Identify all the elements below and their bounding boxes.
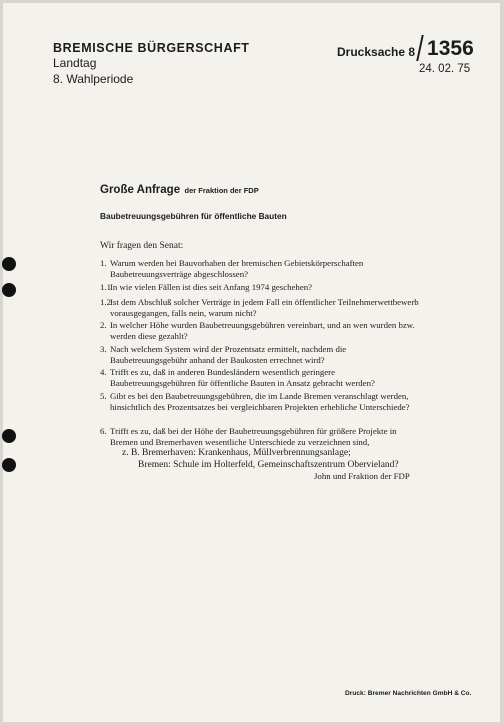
punch-hole bbox=[2, 283, 16, 297]
question-number: 4. bbox=[100, 367, 107, 377]
printer-note: Druck: Bremer Nachrichten GmbH & Co. bbox=[345, 690, 472, 697]
question-item bbox=[100, 344, 420, 367]
question-item bbox=[100, 426, 420, 449]
example-line: Bremen: Schule im Holterfeld, Gemeinschaftszentrum Obervieland? bbox=[138, 460, 399, 470]
intro-text: Wir fragen den Senat: bbox=[100, 241, 184, 251]
question-number: 5. bbox=[100, 391, 107, 401]
signature-line: John und Fraktion der FDP bbox=[314, 471, 410, 481]
header-right bbox=[337, 35, 474, 75]
institution-name: BREMISCHE BÜRGERSCHAFT bbox=[53, 41, 250, 55]
legislative-period: 8. Wahlperiode bbox=[53, 72, 134, 86]
document-date: 24. 02. 75 bbox=[419, 63, 471, 75]
question-text: Gibt es bei den Baubetreuungsgebühren, die im Lande Bremen veranschlagt werden, hinsichtlich des Prozentsatzes bei vergleichbaren Projekten erhebliche Unterschiede? bbox=[110, 391, 410, 413]
inquiry-heading bbox=[100, 180, 259, 198]
question-item bbox=[100, 258, 420, 281]
slash-divider bbox=[416, 35, 424, 61]
question-number: 1.2 bbox=[100, 297, 111, 307]
inquiry-type: Große Anfrage bbox=[100, 184, 181, 196]
document-label: Drucksache 8 bbox=[337, 45, 416, 59]
question-item bbox=[100, 282, 420, 293]
inquiry-faction: der Fraktion der FDP bbox=[184, 186, 259, 195]
inquiry-subject: Baubetreuungsgebühren für öffentliche Bauten bbox=[100, 211, 287, 221]
question-number: 6. bbox=[100, 426, 107, 436]
question-number: 1.1 bbox=[100, 282, 111, 292]
chamber-name: Landtag bbox=[53, 56, 97, 70]
question-number: 1. bbox=[100, 258, 107, 268]
question-text: In welcher Höhe wurden Baubetreuungsgebühren vereinbart, und an wen wurden bzw. werden diese gezahlt? bbox=[110, 320, 415, 342]
punch-hole bbox=[2, 458, 16, 472]
document-number: 1356 bbox=[427, 37, 474, 60]
punch-hole bbox=[2, 257, 16, 271]
question-text: Nach welchem System wird der Prozentsatz ermittelt, nachdem die Baubetreuungsgebühr anhand der Baukosten errechnet wird? bbox=[110, 344, 347, 366]
header-left bbox=[53, 41, 250, 87]
question-item bbox=[100, 297, 420, 320]
question-number: 2. bbox=[100, 320, 107, 330]
question-item bbox=[100, 391, 420, 414]
punch-hole bbox=[2, 429, 16, 443]
question-item bbox=[100, 367, 420, 390]
question-text: Trifft es zu, daß bei der Höhe der Baubetreuungsgebühren für größere Projekte in Bremen und Bremerhaven wesentliche Unterschiede zu verzeichnen sind, bbox=[110, 426, 397, 448]
question-text: Warum werden bei Bauvorhaben der bremischen Gebietskörperschaften Baubetreuungsverträge abgeschlossen? bbox=[110, 258, 364, 280]
question-text: In wie vielen Fällen ist dies seit Anfang 1974 geschehen? bbox=[110, 282, 313, 292]
question-item bbox=[100, 320, 420, 343]
question-text: Trifft es zu, daß in anderen Bundesländern wesentlich geringere Baubetreuungsgebühren für öffentliche Bauten in Ansatz gebracht werden? bbox=[110, 367, 375, 389]
question-text: Ist dem Abschluß solcher Verträge in jedem Fall ein öffentlicher Teilnehmerwettbewerb vorausgegangen, falls nein, warum nicht? bbox=[110, 297, 419, 319]
example-line: z. B. Bremerhaven: Krankenhaus, Müllverbrennungsanlage; bbox=[122, 448, 351, 458]
question-number: 3. bbox=[100, 344, 107, 354]
document-number-block bbox=[337, 35, 474, 61]
document-page bbox=[3, 3, 500, 722]
